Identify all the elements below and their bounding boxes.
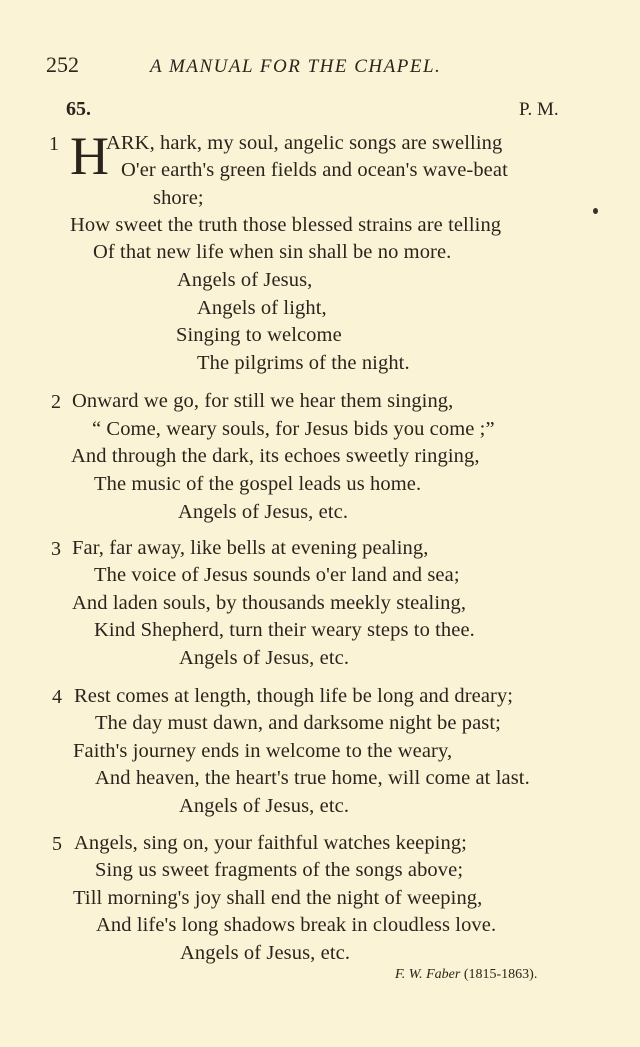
verse-4-line-3: Faith's journey ends in welcome to the weary, [73,740,453,762]
verse-number-1: 1 [49,133,59,155]
verse-1-line-5: Of that new life when sin shall be no more. [93,241,452,263]
verse-3-refrain: Angels of Jesus, etc. [179,647,350,669]
chorus-line-4: The pilgrims of the night. [197,352,410,374]
hymn-number: 65. [66,98,91,120]
verse-4-line-2: The day must dawn, and darksome night be past; [95,712,501,734]
verse-number-5: 5 [52,833,62,855]
ink-speck [593,208,598,214]
drop-cap: H [70,126,109,186]
page-number: 252 [46,52,79,77]
attribution [395,967,537,983]
running-header [46,52,600,86]
verse-4-refrain: Angels of Jesus, etc. [179,795,350,817]
verse-1-line-2: O'er earth's green fields and ocean's wave-beat [121,159,508,181]
verse-2-line-1: Onward we go, for still we hear them singing, [72,390,454,412]
verse-3-line-3: And laden souls, by thousands meekly stealing, [72,592,467,614]
verse-1-line-3: shore; [153,187,204,209]
verse-number-2: 2 [51,391,61,413]
chorus-line-3: Singing to welcome [176,324,342,346]
verse-2-refrain: Angels of Jesus, etc. [178,501,349,523]
chorus-line-1: Angels of Jesus, [177,269,313,291]
verse-3-line-1: Far, far away, like bells at evening pealing, [72,537,429,559]
verse-number-3: 3 [51,538,61,560]
verse-3-line-4: Kind Shepherd, turn their weary steps to thee. [94,619,475,641]
verse-5-line-3: Till morning's joy shall end the night of weeping, [73,887,483,909]
verse-5-line-1: Angels, sing on, your faithful watches keeping; [74,832,467,854]
verse-1-line-1: ARK, hark, my soul, angelic songs are swelling [106,132,503,154]
hymn-meter: P. M. [519,99,559,120]
verse-5-refrain: Angels of Jesus, etc. [180,942,351,964]
author-name: F. W. Faber [395,967,461,982]
verse-4-line-1: Rest comes at length, though life be long and dreary; [74,685,514,707]
verse-3-line-2: The voice of Jesus sounds o'er land and sea; [94,564,460,586]
verse-5-line-4: And life's long shadows break in cloudless love. [96,914,497,936]
verse-2-line-3: And through the dark, its echoes sweetly ringing, [71,445,480,467]
verse-2-line-2: “ Come, weary souls, for Jesus bids you come ;” [92,418,495,440]
verse-4-line-4: And heaven, the heart's true home, will come at last. [95,767,530,789]
chorus-line-2: Angels of light, [197,297,327,319]
verse-1-line-4: How sweet the truth those blessed strains are telling [70,214,502,236]
verse-2-line-4: The music of the gospel leads us home. [94,473,422,495]
verse-number-4: 4 [52,686,62,708]
running-title: A MANUAL FOR THE CHAPEL. [150,56,442,77]
verse-5-line-2: Sing us sweet fragments of the songs above; [95,859,464,881]
author-dates: (1815-1863). [463,967,538,982]
